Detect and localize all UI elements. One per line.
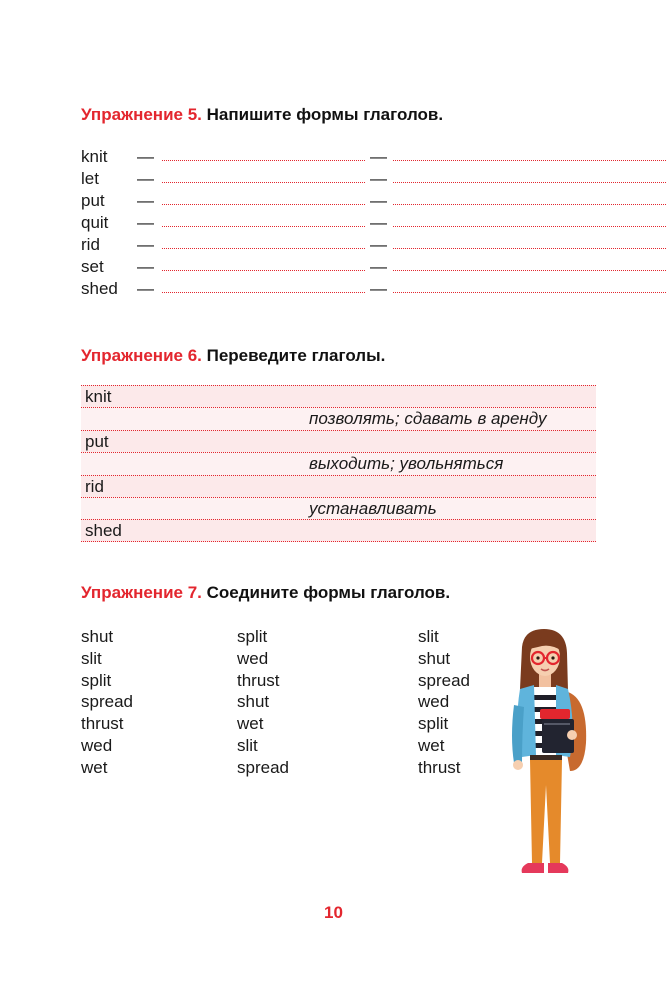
table-row[interactable]: [81, 452, 596, 474]
exercise-6-title: Переведите глаголы.: [206, 346, 386, 365]
list-item: [81, 279, 596, 301]
list-item[interactable]: wet: [418, 735, 445, 755]
exercise-5-number: Упражнение 5.: [81, 105, 202, 124]
answer-line-past[interactable]: [162, 204, 365, 205]
dash: —: [137, 235, 154, 254]
list-item[interactable]: wed: [418, 692, 450, 712]
answer-line-participle[interactable]: [393, 248, 667, 249]
list-item[interactable]: spread: [418, 670, 470, 690]
list-item[interactable]: wet: [81, 757, 108, 777]
verb: shed: [81, 279, 118, 298]
verb: quit: [81, 213, 109, 232]
list-item[interactable]: thrust: [237, 670, 280, 690]
verb: rid: [81, 235, 100, 254]
answer-line-participle[interactable]: [393, 270, 667, 271]
dash: —: [137, 279, 154, 298]
answer-line-past[interactable]: [162, 248, 365, 249]
list-item[interactable]: wet: [237, 714, 264, 734]
list-item[interactable]: slit: [237, 735, 258, 755]
answer-line-past[interactable]: [162, 182, 365, 183]
english-verb: rid: [85, 476, 104, 496]
answer-line-past[interactable]: [162, 270, 365, 271]
table-row[interactable]: [81, 497, 596, 519]
verb-column-3: [418, 626, 470, 779]
dash: —: [137, 213, 154, 232]
table-row[interactable]: [81, 475, 596, 497]
translation-table: [81, 385, 596, 542]
student-girl-illustration: [500, 625, 595, 885]
answer-line-past[interactable]: [162, 160, 365, 161]
exercise-7-number: Упражнение 7.: [81, 583, 202, 602]
exercise-7-title: Соедините формы глаголов.: [206, 583, 451, 602]
list-item[interactable]: wed: [81, 735, 113, 755]
table-row[interactable]: [81, 430, 596, 452]
list-item[interactable]: shut: [237, 692, 270, 712]
list-item: [81, 147, 596, 169]
verb: set: [81, 257, 104, 276]
page-number: 10: [324, 903, 343, 922]
dash: —: [370, 257, 387, 276]
list-item[interactable]: slit: [418, 627, 439, 646]
list-item: [81, 235, 596, 257]
list-item: [81, 257, 596, 279]
exercise-7-heading: [81, 583, 450, 603]
answer-line-participle[interactable]: [393, 182, 667, 183]
dash: —: [370, 169, 387, 188]
russian-translation: выходить; увольняться: [309, 454, 504, 474]
list-item[interactable]: spread: [81, 692, 133, 712]
list-item[interactable]: slit: [81, 648, 102, 668]
table-row[interactable]: [81, 385, 596, 407]
table-row[interactable]: [81, 407, 596, 429]
list-item[interactable]: spread: [237, 757, 289, 777]
answer-line-participle[interactable]: [393, 160, 667, 161]
exercise-6-number: Упражнение 6.: [81, 346, 202, 365]
list-item[interactable]: thrust: [418, 757, 461, 777]
verb: knit: [81, 147, 108, 166]
dash: —: [370, 235, 387, 254]
list-item: [81, 191, 596, 213]
list-item[interactable]: wed: [237, 648, 269, 668]
dash: —: [137, 147, 154, 166]
list-item[interactable]: shut: [81, 627, 114, 646]
dash: —: [137, 191, 154, 210]
answer-line-participle[interactable]: [393, 292, 667, 293]
dash: —: [137, 257, 154, 276]
answer-line-past[interactable]: [162, 292, 365, 293]
verb-column-2: [237, 626, 289, 779]
dash: —: [370, 213, 387, 232]
exercise-5-heading: [81, 105, 443, 125]
verb: put: [81, 191, 105, 210]
answer-line-participle[interactable]: [393, 226, 667, 227]
verb-column-1: [81, 626, 133, 779]
dash: —: [370, 147, 387, 166]
list-item: [81, 169, 596, 191]
dash: —: [370, 279, 387, 298]
dash: —: [370, 191, 387, 210]
english-verb: shed: [85, 521, 122, 541]
dash: —: [137, 169, 154, 188]
russian-translation: устанавливать: [309, 498, 437, 518]
list-item: [81, 213, 596, 235]
list-item[interactable]: split: [81, 670, 112, 690]
exercise-6-heading: [81, 346, 385, 366]
english-verb: put: [85, 431, 109, 451]
answer-line-participle[interactable]: [393, 204, 667, 205]
table-row[interactable]: [81, 519, 596, 541]
list-item[interactable]: split: [237, 627, 268, 646]
verb: let: [81, 169, 99, 188]
list-item[interactable]: thrust: [81, 714, 124, 734]
list-item[interactable]: shut: [418, 648, 451, 668]
english-verb: knit: [85, 387, 112, 406]
exercise-5-title: Напишите формы глаголов.: [206, 105, 444, 124]
list-item[interactable]: split: [418, 714, 449, 734]
answer-line-past[interactable]: [162, 226, 365, 227]
russian-translation: позволять; сдавать в аренду: [309, 409, 547, 429]
